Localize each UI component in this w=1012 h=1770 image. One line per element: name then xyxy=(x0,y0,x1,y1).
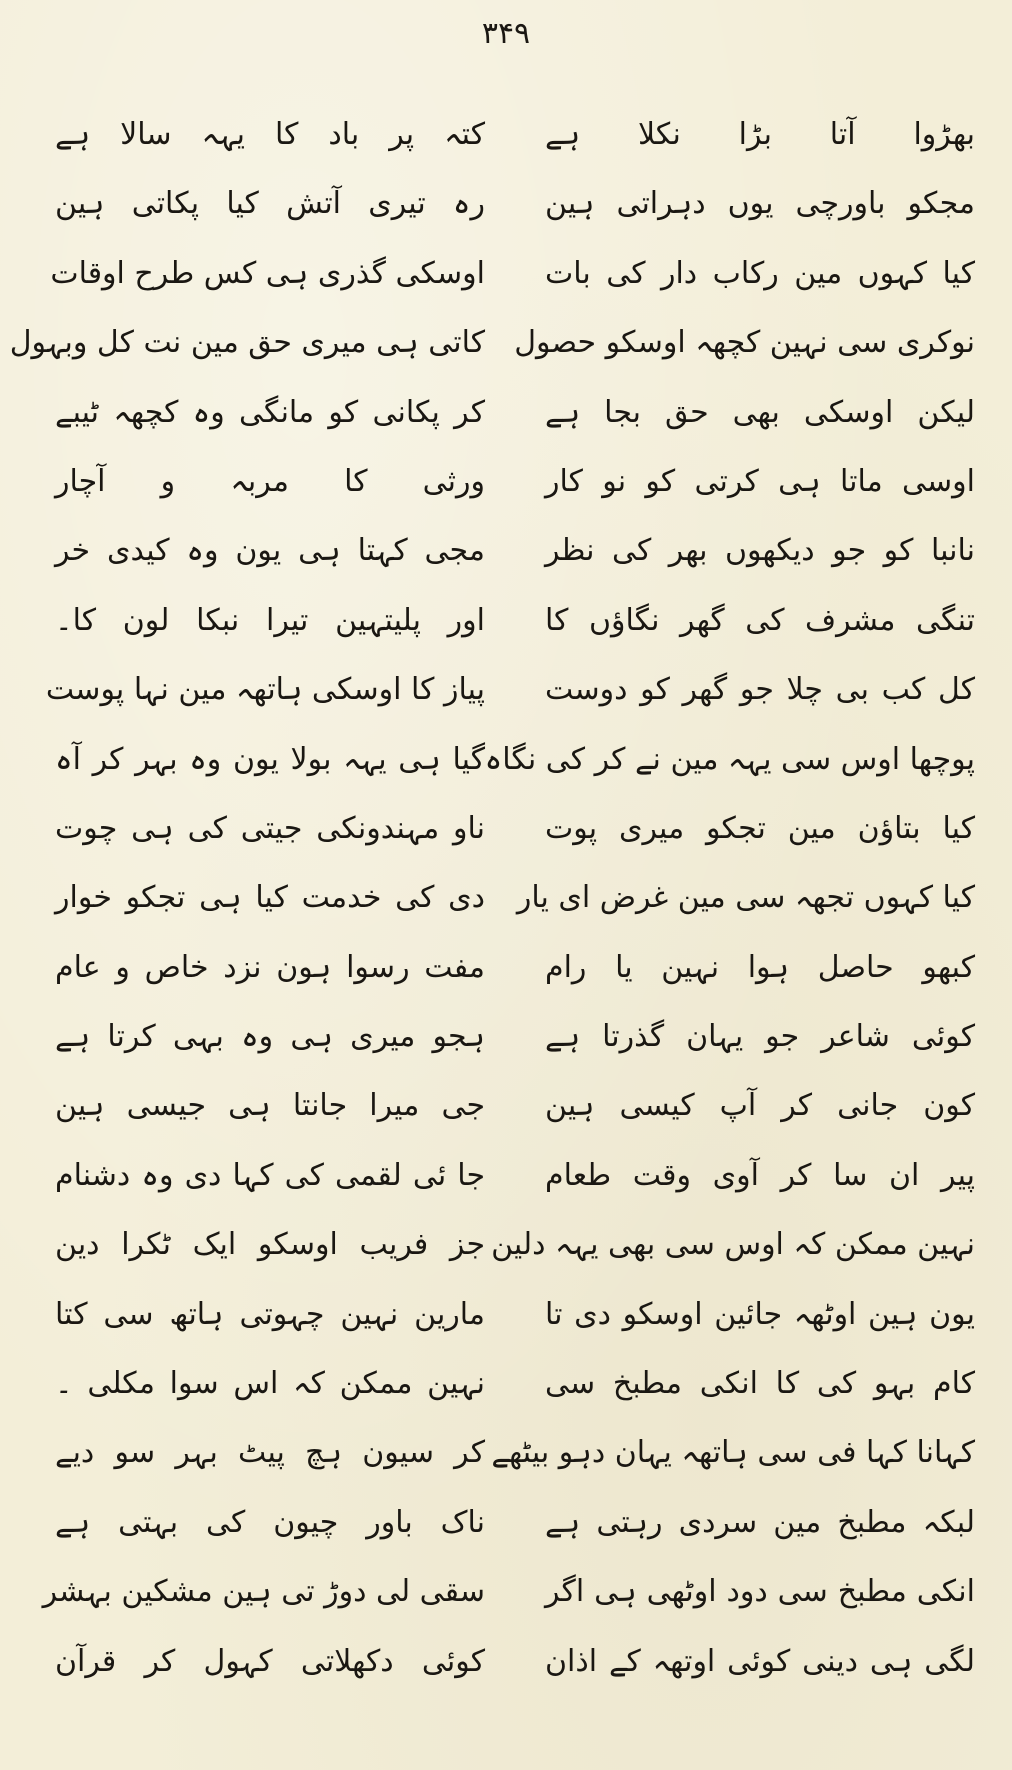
verse-line: انکی مطبخ سی دود اوٹھی ہی اگر xyxy=(545,1574,975,1610)
verse-line: نہین ممکن کہ اس سوا مکلی ۔ xyxy=(55,1366,485,1402)
verse-line: ہجو میری ہی وہ بہی کرتا ہے xyxy=(55,1019,485,1055)
verse-line: پیر ان سا کر آوی وقت طعام xyxy=(545,1157,975,1193)
verse-line: پوچھا اوس سی یہہ مین نے کر کی نگاہ xyxy=(484,741,975,777)
verse-line: لگی ہی دینی کوئی اوتھہ کے اذان xyxy=(545,1643,975,1679)
verse-line: کیا کہوں مین رکاب دار کی بات xyxy=(545,255,975,291)
verse-line: کبھو حاصل ہوا نہین یا رام xyxy=(545,949,975,985)
verse-line: نانبا کو جو دیکھوں بھر کی نظر xyxy=(545,533,975,569)
verse-line: کر پکانی کو مانگی وہ کچھہ ٹیبے xyxy=(55,394,485,430)
verse-line: جی میرا جانتا ہی جیسی ہین xyxy=(55,1088,485,1124)
verse-line: کون جانی کر آپ کیسی ہین xyxy=(545,1088,975,1124)
verse-line: کتہ پر باد کا یہہ سالا ہے xyxy=(55,117,485,152)
verse-line: کیا بتاؤن مین تجکو میری پوت xyxy=(545,810,975,846)
verse-line: نوکری سی نہین کچھہ اوسکو حصول xyxy=(514,325,975,361)
verse-line: دی کی خدمت کیا ہی تجکو خوار xyxy=(55,880,485,916)
verse-line: مجکو باورچی یوں دہراتی ہین xyxy=(545,186,975,222)
verse-line: لبکہ مطبخ مین سردی رہتی ہے xyxy=(545,1504,975,1540)
verse-line: مفت رسوا ہون نزد خاص و عام xyxy=(55,949,485,985)
verse-line: گیا ہی یہہ بولا یون وہ بہر کر آہ xyxy=(55,741,485,777)
verse-line: مجی کہتا ہی یون وہ کیدی خر xyxy=(55,533,485,569)
verse-line: کام بہو کی کا انکی مطبخ سی xyxy=(545,1366,975,1402)
verse-line: نہین ممکن کہ اوس سی بھی یہہ دلین xyxy=(491,1227,975,1263)
verse-line: تنگی مشرف کی گھر نگاؤں کا xyxy=(545,602,975,638)
verse-line: لیکن اوسکی بھی حق بجا ہے xyxy=(545,394,975,430)
page-number: ۳۴۹ xyxy=(481,16,531,51)
verse-line: کوئی شاعر جو یہان گذرتا ہے xyxy=(545,1019,975,1055)
verse-line: رہ تیری آتش کیا پکاتی ہین xyxy=(55,186,485,222)
verse-line: ناک باور چیون کی بہتی ہے xyxy=(55,1504,485,1540)
right-column xyxy=(484,100,975,1696)
verse-line: ورثی کا مربہ و آچار xyxy=(55,463,485,499)
verse-line: جز فریب اوسکو ایک ٹکرا دین xyxy=(55,1227,485,1263)
verse-line: کوئی دکھلاتی کہول کر قرآن xyxy=(55,1643,485,1679)
left-column xyxy=(9,100,485,1696)
verse-line: کل کب بی چلا جو گھر کو دوست xyxy=(545,672,975,708)
verse-line: کاتی ہی میری حق مین نت کل وبہول xyxy=(9,325,485,361)
verse-line: یون ہین اوٹھہ جائین اوسکو دی تا xyxy=(545,1296,975,1332)
verse-line: اوسکی گذری ہی کس طرح اوقات xyxy=(50,255,485,291)
verse-line: جا ئی لقمی کی کہا دی وہ دشنام xyxy=(55,1157,485,1193)
verse-line: اوسی ماتا ہی کرتی کو نو کار xyxy=(545,463,975,499)
verse-line: اور پلیتہین تیرا نبکا لون کا۔ xyxy=(55,602,485,638)
verse-line: کہانا کہا فی سی ہاتھہ یہان دہو بیٹھے xyxy=(491,1435,975,1471)
verse-line: بھڑوا آتا بڑا نکلا ہے xyxy=(545,117,975,152)
verse-line: کر سیون ہچ پیٹ بہر سو دیے xyxy=(55,1435,485,1471)
verse-line: سقی لی دوڑ تی ہین مشکین بہشر xyxy=(42,1574,485,1610)
verse-line: کیا کہوں تجھہ سی مین غرض ای یار xyxy=(516,880,975,916)
verse-line: ناو مہندونکی جیتی کی ہی چوت xyxy=(55,810,485,846)
verse-line: مارین نہین چہوتی ہاتھ سی کتا xyxy=(55,1296,485,1332)
verse-line: پیاز کا اوسکی ہاتھہ مین نہا پوست xyxy=(45,672,485,708)
